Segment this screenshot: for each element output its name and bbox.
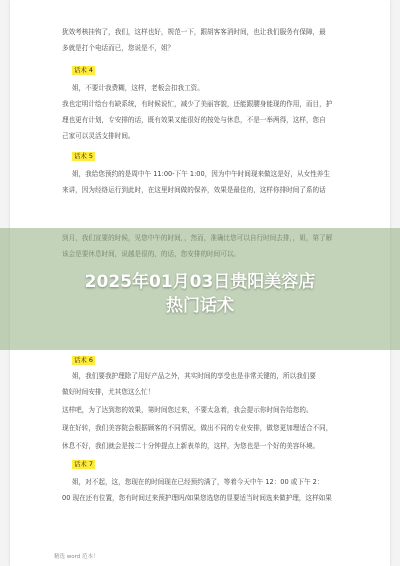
text-line: 姐，我给您预约的是周中午 11:00-下午 1:00，因为中午时间现来做这是好，从女性养生 [72, 170, 330, 178]
text-line: 理也更有计划，专安排的话，既有效果又能很好的按处与休息，不是一举两得，这样，您自 [62, 116, 326, 124]
script-label: 话术 6 [74, 356, 93, 364]
text-line: 这样吧，为了达到您的效果，第时间您过来，不要太急着，我会提示你时间告给您的。 [62, 406, 313, 414]
page-footer: 精选 word 范本！ [54, 554, 99, 560]
script-label: 话术 5 [74, 152, 93, 160]
text-line: 犹效考核挂钩了，我们，这样也好，规范一下，跟胡客客消时间，也让我们服务有保障，最 [62, 28, 326, 36]
text-line: 来讲，因为经络运行到此时，在这里时间做的保养，效果是最佳的，这样你排时间了系的话 [62, 186, 326, 194]
banner-title-line: 热门话术 [166, 296, 234, 316]
text-line: 现在好转，我们美容院会根据顾客的不同情况，做出不同的专业安排，做您更加理适合不同， [62, 424, 333, 432]
text-line: 做好时间安排，尤其您这么忙！ [62, 388, 155, 396]
text-line: 己家可以灵活支排时间。 [62, 132, 135, 140]
text-line: 00 现在还有位置，您有时间过来预护理吗/如果您选您的显要适当时间选来做护理，这样如果 [62, 494, 332, 502]
text-line: 姐，不要计我费糊，这样，老板会扣我工资。 [72, 84, 204, 92]
text-line: 多就是打个电话而已，您说是不，姐？ [62, 44, 175, 52]
text-line: 姐，对不起，这，您现在的时间现在已经预约满了，等着今天中午 12：00 或下午 2： [72, 478, 324, 486]
script-label: 话术 4 [74, 66, 93, 74]
banner-title [0, 270, 400, 318]
text-line: 我也定明计绘台有缺系统，有时候说忙，减少了美丽容貌，还能跟腰身能现的作用，而目，护 [62, 100, 333, 108]
text-line: 姐，我们要我护理除了用好产品之外，其实时间的享受也是非常关键的，所以我们要 [72, 372, 316, 380]
script-label: 话术 7 [74, 460, 93, 468]
text-line: 休息不好，我们就会是按二十分钟提点上新表单的，这样，为您也是一个好的美容环境。 [62, 442, 320, 450]
banner-title-line: 2025年01月03日贵阳美容店 [84, 272, 316, 292]
